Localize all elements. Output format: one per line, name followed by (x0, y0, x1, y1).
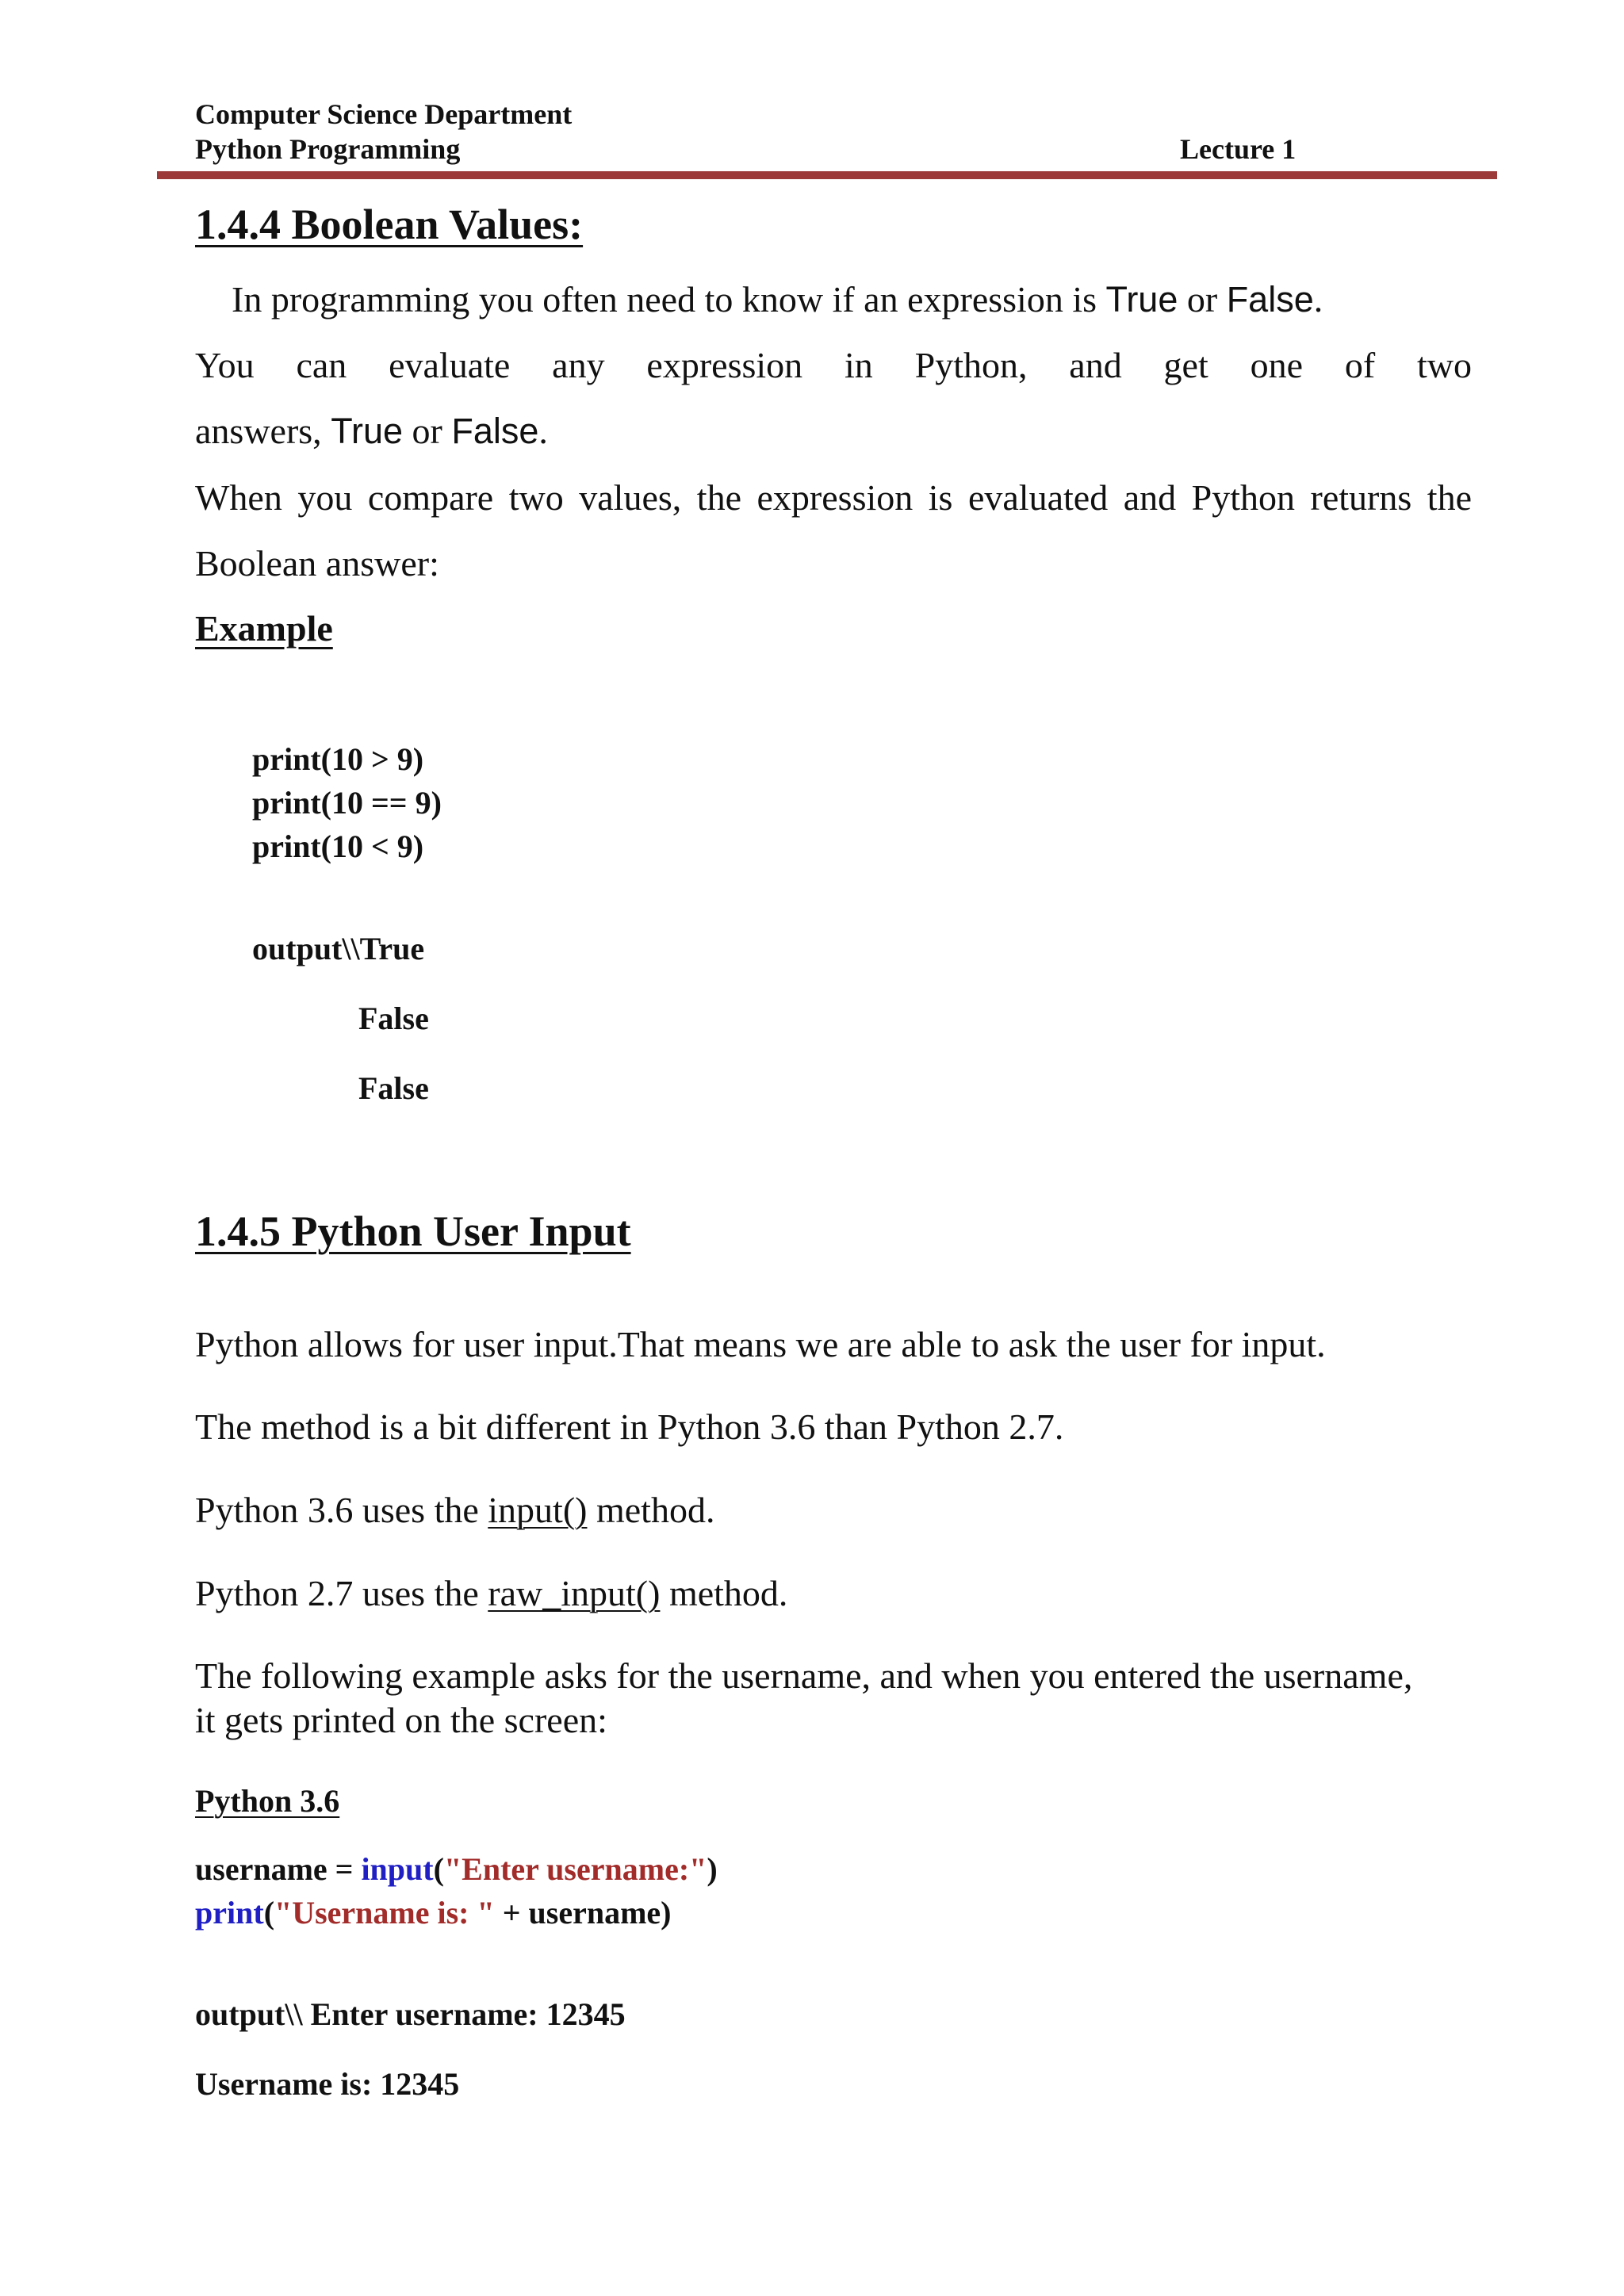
python36-label: Python 3.6 (195, 1783, 340, 1819)
output-line: False (358, 1001, 429, 1036)
section-heading-user-input: 1.4.5 Python User Input (195, 1207, 631, 1255)
paragraph-example-desc-line1: The following example asks for the username, and when you entered the username, (195, 1655, 1413, 1696)
paragraph-user-input: Python allows for user input.That means we are able to ask the user for input. (195, 1324, 1326, 1364)
paragraph-method-diff: The method is a bit different in Python 3.6 than Python 2.7. (195, 1406, 1064, 1447)
output-line: output\\ Enter username: 12345 (195, 1996, 626, 2032)
header-course: Python Programming (195, 133, 461, 165)
example-label: Example (195, 608, 333, 649)
paragraph-evaluate-line1: You can evaluate any expression in Python, and get one of two (195, 345, 1472, 385)
code-line: print(10 > 9) (252, 741, 424, 777)
paragraph-compare-line1: When you compare two values, the expression is evaluated and Python returns the (195, 477, 1472, 518)
code-line: print(10 < 9) (252, 828, 424, 864)
raw-input-method-link: raw_input() (488, 1573, 661, 1613)
paragraph-evaluate-line2: answers, True or False. (195, 411, 548, 451)
paragraph-boolean-intro: In programming you often need to know if an expression is True or False. (232, 279, 1323, 320)
output-line: output\\True (252, 931, 425, 966)
header-department: Computer Science Department (195, 98, 573, 130)
paragraph-compare-line2: Boolean answer: (195, 543, 439, 584)
code-line-print: print("Username is: " + username) (195, 1895, 672, 1931)
paragraph-python36: Python 3.6 uses the input() method. (195, 1490, 715, 1530)
section-heading-boolean: 1.4.4 Boolean Values: (195, 201, 584, 248)
header-lecture: Lecture 1 (1180, 133, 1297, 165)
output-line: Username is: 12345 (195, 2066, 460, 2102)
header-rule (157, 171, 1497, 179)
input-method-link: input() (488, 1490, 588, 1530)
code-line-input: username = input("Enter username:") (195, 1851, 718, 1887)
output-line: False (358, 1070, 429, 1106)
code-line: print(10 == 9) (252, 785, 442, 821)
paragraph-python27: Python 2.7 uses the raw_input() method. (195, 1573, 788, 1613)
paragraph-example-desc-line2: it gets printed on the screen: (195, 1700, 607, 1740)
